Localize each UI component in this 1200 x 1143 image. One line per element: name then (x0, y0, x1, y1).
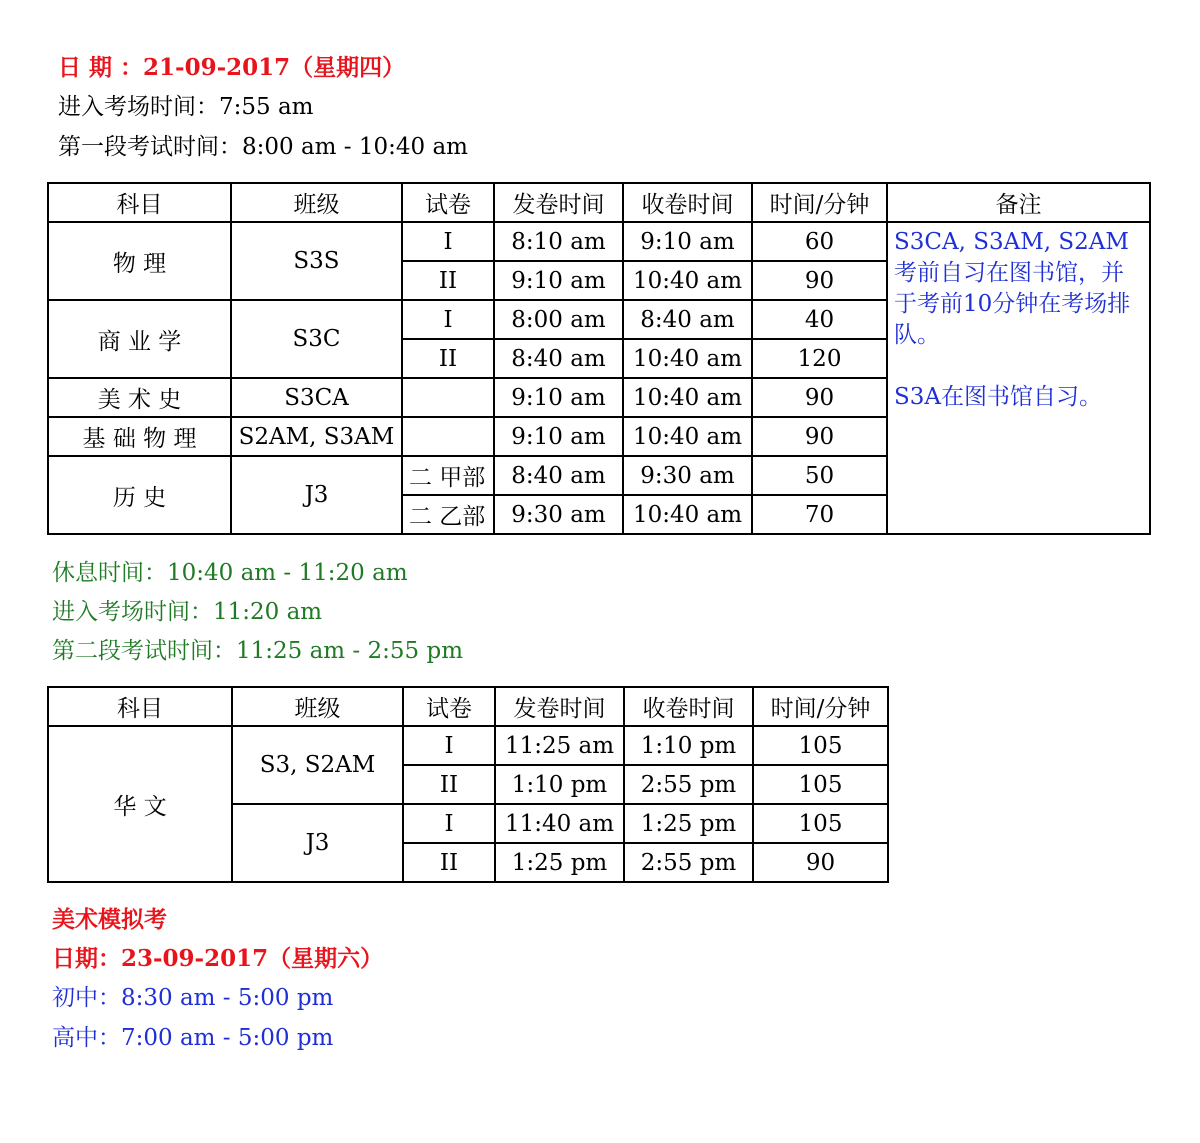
table-header-row (48, 687, 888, 726)
start-cell: 8:10 am (494, 222, 623, 261)
paper-cell: 二 乙部 (402, 495, 494, 534)
minutes-cell: 40 (752, 300, 887, 339)
paper-cell (402, 378, 494, 417)
end-cell: 10:40 am (623, 261, 752, 300)
art-mock-exam-date: 日期：23-09-2017（星期六） (52, 945, 384, 972)
art-mock-exam-title: 美术模拟考 (52, 906, 167, 933)
table-row (48, 222, 1150, 261)
end-cell: 10:40 am (623, 339, 752, 378)
class-cell: J3 (232, 804, 403, 882)
paper-cell: I (403, 804, 495, 843)
start-cell: 11:25 am (495, 726, 624, 765)
start-cell: 9:10 am (494, 378, 623, 417)
minutes-cell: 50 (752, 456, 887, 495)
subject-cell: 华 文 (48, 726, 232, 882)
class-cell: S3C (231, 300, 402, 378)
end-cell: 10:40 am (623, 378, 752, 417)
start-cell: 1:25 pm (495, 843, 624, 882)
header-paper: 试卷 (403, 687, 495, 726)
end-cell: 9:30 am (623, 456, 752, 495)
subject-cell: 基 础 物 理 (48, 417, 231, 456)
minutes-cell: 90 (753, 843, 888, 882)
paper-cell (402, 417, 494, 456)
minutes-cell: 120 (752, 339, 887, 378)
minutes-cell: 70 (752, 495, 887, 534)
paper-cell: I (402, 300, 494, 339)
start-cell: 8:40 am (494, 339, 623, 378)
paper-cell: I (403, 726, 495, 765)
paper-cell: II (402, 339, 494, 378)
entry-time-line-2: 进入考场时间：11:20 am (52, 599, 323, 625)
class-cell: S2AM, S3AM (231, 417, 402, 456)
header-notes: 备注 (887, 183, 1150, 222)
paper-cell: II (403, 765, 495, 804)
class-cell: J3 (231, 456, 402, 534)
table-row (48, 726, 888, 765)
table-header-row (48, 183, 1150, 222)
paper-cell: II (403, 843, 495, 882)
header-end: 收卷时间 (623, 183, 752, 222)
end-cell: 8:40 am (623, 300, 752, 339)
senior-time-line: 高中：7:00 am - 5:00 pm (52, 1025, 334, 1051)
header-class: 班级 (232, 687, 403, 726)
header-minutes: 时间/分钟 (752, 183, 887, 222)
minutes-cell: 105 (753, 765, 888, 804)
paper-cell: 二 甲部 (402, 456, 494, 495)
header-minutes: 时间/分钟 (753, 687, 888, 726)
class-cell: S3S (231, 222, 402, 300)
start-cell: 8:40 am (494, 456, 623, 495)
start-cell: 9:30 am (494, 495, 623, 534)
header-subject: 科目 (48, 183, 231, 222)
subject-cell: 物 理 (48, 222, 231, 300)
exam-schedule-table-2 (47, 686, 889, 883)
start-cell: 9:10 am (494, 417, 623, 456)
end-cell: 1:25 pm (624, 804, 753, 843)
minutes-cell: 90 (752, 378, 887, 417)
header-start: 发卷时间 (495, 687, 624, 726)
minutes-cell: 90 (752, 261, 887, 300)
start-cell: 11:40 am (495, 804, 624, 843)
minutes-cell: 60 (752, 222, 887, 261)
minutes-cell: 90 (752, 417, 887, 456)
exam-period-line: 第一段考试时间：8:00 am - 10:40 am (58, 134, 468, 160)
entry-time-line: 进入考场时间：7:55 am (58, 94, 314, 120)
end-cell: 10:40 am (623, 417, 752, 456)
subject-cell: 历 史 (48, 456, 231, 534)
exam-date-line: 日 期 ：21-09-2017（星期四） (58, 54, 406, 81)
minutes-cell: 105 (753, 726, 888, 765)
header-paper: 试卷 (402, 183, 494, 222)
notes-cell (887, 222, 1150, 534)
junior-time-line: 初中：8:30 am - 5:00 pm (52, 985, 334, 1011)
header-start: 发卷时间 (494, 183, 623, 222)
end-cell: 10:40 am (623, 495, 752, 534)
exam-period-line-2: 第二段考试时间：11:25 am - 2:55 pm (52, 638, 464, 664)
header-class: 班级 (231, 183, 402, 222)
end-cell: 9:10 am (623, 222, 752, 261)
class-cell: S3, S2AM (232, 726, 403, 804)
paper-cell: I (402, 222, 494, 261)
subject-cell: 商 业 学 (48, 300, 231, 378)
header-subject: 科目 (48, 687, 232, 726)
header-end: 收卷时间 (624, 687, 753, 726)
start-cell: 1:10 pm (495, 765, 624, 804)
note-1: S3CA, S3AM, S2AM考前自习在图书馆，并于考前10分钟在考场排队。 (894, 229, 1131, 348)
end-cell: 2:55 pm (624, 843, 753, 882)
end-cell: 2:55 pm (624, 765, 753, 804)
start-cell: 9:10 am (494, 261, 623, 300)
end-cell: 1:10 pm (624, 726, 753, 765)
subject-cell: 美 术 史 (48, 378, 231, 417)
minutes-cell: 105 (753, 804, 888, 843)
exam-schedule-table-1 (47, 182, 1151, 535)
break-time-line: 休息时间：10:40 am - 11:20 am (52, 560, 408, 586)
start-cell: 8:00 am (494, 300, 623, 339)
paper-cell: II (402, 261, 494, 300)
note-2: S3A在图书馆自习。 (894, 384, 1102, 410)
class-cell: S3CA (231, 378, 402, 417)
